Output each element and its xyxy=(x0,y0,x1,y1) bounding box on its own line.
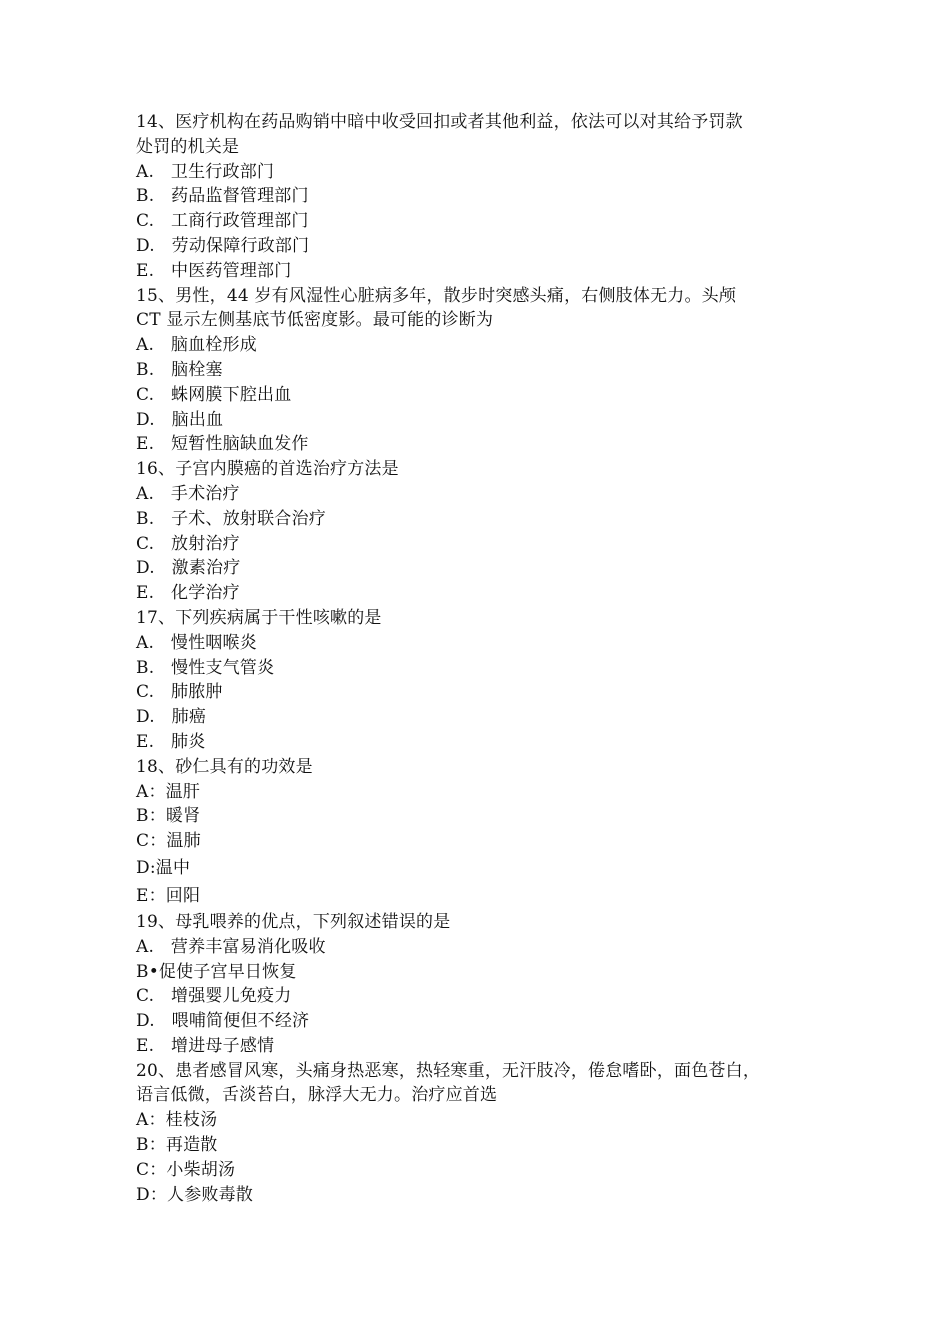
option-e: E. 肺炎 xyxy=(136,731,206,752)
question-14 xyxy=(136,110,826,284)
option-d: D. 劳动保障行政部门 xyxy=(136,235,310,256)
option-d: D. 肺癌 xyxy=(136,707,207,728)
option-d: D. 喂哺简便但不经济 xyxy=(136,1011,310,1032)
option-b: B. 药品监督管理部门 xyxy=(136,186,309,207)
question-stem: 14、医疗机构在药品购销中暗中收受回扣或者其他利益，依法可以对其给予罚款 xyxy=(136,112,743,132)
option-c: C. 工商行政管理部门 xyxy=(136,211,309,232)
question-stem: 19、母乳喂养的优点，下列叙述错误的是 xyxy=(136,911,451,932)
question-stem: 处罚的机关是 xyxy=(136,136,240,157)
question-stem: 15、男性，44 岁有风湿性心脏病多年，散步时突感头痛，右侧肢体无力。头颅 xyxy=(136,285,737,306)
option-c: C. 增强婴儿免疫力 xyxy=(136,986,292,1007)
option-e: E. 中医药管理部门 xyxy=(136,260,292,281)
option-a: A：桂枝汤 xyxy=(136,1110,218,1131)
option-c: C. 放射治疗 xyxy=(136,533,240,554)
question-19 xyxy=(136,910,826,1059)
option-e: E. 增进母子感情 xyxy=(136,1035,275,1056)
option-a: A. 脑血栓形成 xyxy=(136,335,257,356)
option-d: D:温中 xyxy=(136,857,191,878)
question-20 xyxy=(136,1059,826,1208)
option-e: E：回阳 xyxy=(136,885,201,906)
option-e: E. 化学治疗 xyxy=(136,583,240,604)
option-e: E. 短暂性脑缺血发作 xyxy=(136,434,309,455)
option-b: B：再造散 xyxy=(136,1135,218,1156)
option-d: D：人参败毒散 xyxy=(136,1184,254,1205)
option-c: C：小柴胡汤 xyxy=(136,1159,236,1180)
question-stem: 16、子宫内膜癌的首选治疗方法是 xyxy=(136,459,399,480)
question-16 xyxy=(136,457,826,606)
option-c: C. 蛛网膜下腔出血 xyxy=(136,384,292,405)
option-b: B：暖肾 xyxy=(136,806,201,827)
question-stem: 20、患者感冒风寒，头痛身热恶寒，热轻寒重，无汗肢冷，倦怠嗜卧，面色苍白， xyxy=(136,1060,761,1081)
option-c: C：温肺 xyxy=(136,831,201,852)
option-a: A. 手术治疗 xyxy=(136,483,240,504)
question-stem: CT 显示左侧基底节低密度影。最可能的诊断为 xyxy=(136,310,494,331)
option-a: A. 慢性咽喉炎 xyxy=(136,632,257,653)
question-stem: 18、砂仁具有的功效是 xyxy=(136,756,313,777)
option-a: A：温肝 xyxy=(136,781,201,802)
question-15 xyxy=(136,284,826,458)
question-stem: 语言低微，舌淡苔白，脉浮大无力。治疗应首选 xyxy=(136,1085,498,1106)
option-a: A. 营养丰富易消化吸收 xyxy=(136,936,326,957)
option-b: B. 子术、放射联合治疗 xyxy=(136,508,326,529)
option-b: B. 脑栓塞 xyxy=(136,359,223,380)
option-a: A. 卫生行政部门 xyxy=(136,161,275,182)
option-c: C. 肺脓肿 xyxy=(136,682,223,703)
option-b: B. 慢性支气管炎 xyxy=(136,657,275,678)
option-b: B•促使子宫早日恢复 xyxy=(136,961,297,982)
question-17 xyxy=(136,606,826,755)
option-d: D. 脑出血 xyxy=(136,409,224,430)
question-list xyxy=(136,110,826,1207)
question-stem: 17、下列疾病属于干性咳嗽的是 xyxy=(136,607,382,628)
question-18 xyxy=(136,755,826,910)
option-d: D. 激素治疗 xyxy=(136,558,241,579)
